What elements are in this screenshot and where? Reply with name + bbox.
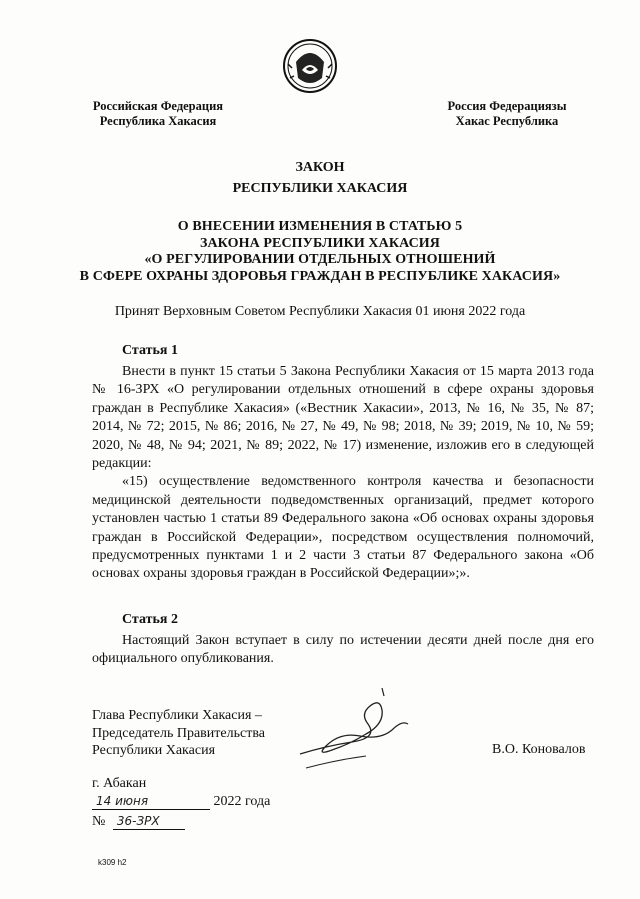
coat-of-arms-emblem <box>282 38 338 94</box>
subject-line3: «О РЕГУЛИРОВАНИИ ОТДЕЛЬНЫХ ОТНОШЕНИЙ <box>144 252 496 267</box>
subject-line2: ЗАКОНА РЕСПУБЛИКИ ХАКАСИЯ <box>199 235 441 251</box>
article-1-body <box>92 363 594 584</box>
place-of-signing: г. Абакан <box>92 776 147 791</box>
header-right <box>432 99 582 129</box>
header-right-line2: Хакас Республика <box>455 114 559 128</box>
signatory-position-line2: Председатель Правительства <box>92 725 265 741</box>
handwritten-signature <box>296 684 412 776</box>
header-left-line1: Российская Федерация <box>92 99 224 113</box>
signatory-position <box>92 707 265 760</box>
date-handwritten: 14 июня <box>96 794 149 808</box>
number-handwritten: 36-ЗРХ <box>116 814 160 828</box>
header-left <box>78 99 238 129</box>
article-2-paragraph: Настоящий Закон вступает в силу по истечении десяти дней после дня его официального опубликования. <box>92 633 594 667</box>
signing-date <box>92 793 270 813</box>
document-code: k309 h2 <box>98 858 127 867</box>
law-title-line1: ЗАКОН <box>295 160 345 175</box>
article-1-paragraph: Внести в пункт 15 статьи 5 Закона Республики Хакасия от 15 марта 2013 года № 16-ЗРХ «О регулировании отдельных отношений в сфере охраны здоровья граждан в Республике Хакасия» («Вестник Хакасии», 2013, № 16, № 35, № 87; 2014, № 72; 2015, № 86; 2016, № 27, № 49, № 98; 2018, № 39; 2019, № 10, № 59; 2020, № 48, № 94; 2021, № 89; 2022, № 17) изменение, изложив его в следующей редакции: <box>92 364 594 472</box>
date-year: 2022 года <box>213 794 271 809</box>
law-title <box>0 157 640 199</box>
article-2-body <box>92 632 594 669</box>
date-blank <box>92 793 210 810</box>
article-1-heading: Статья 1 <box>122 343 178 358</box>
signatory-position-line3: Республики Хакасия <box>92 743 216 758</box>
subject-line1: О ВНЕСЕНИИ ИЗМЕНЕНИЯ В СТАТЬЮ 5 <box>177 219 463 234</box>
number-blank <box>113 813 185 830</box>
header-left-line2: Республика Хакасия <box>99 114 217 128</box>
signatory-position-line1: Глава Республики Хакасия – <box>92 708 262 723</box>
header-right-line1: Россия Федерациязы <box>447 99 567 113</box>
law-number <box>92 813 185 830</box>
adoption-statement: Принят Верховным Советом Республики Хакасия 01 июня 2022 года <box>114 304 526 319</box>
article-2-heading: Статья 2 <box>122 612 178 627</box>
law-subject <box>60 219 580 285</box>
subject-line4: В СФЕРЕ ОХРАНЫ ЗДОРОВЬЯ ГРАЖДАН В РЕСПУБЛИКЕ ХАКАСИЯ» <box>79 268 561 284</box>
number-sign: № <box>92 814 106 829</box>
signatory-name: В.О. Коновалов <box>492 742 586 757</box>
article-1-quoted-item: «15) осуществление ведомственного контроля качества и безопасности медицинской деятельности подведомственных организаций, предмет которого установлен частью 1 статьи 89 Федерального закона «Об основах охраны здоровья граждан в Российской Федерации», посредством осуществления полномочий, предусмотренных пунктами 1 и 2 части 3 статьи 87 Федерального закона «Об основах охраны здоровья граждан в Российской Федерации»;». <box>92 474 594 582</box>
law-title-line2: РЕСПУБЛИКИ ХАКАСИЯ <box>232 181 408 196</box>
